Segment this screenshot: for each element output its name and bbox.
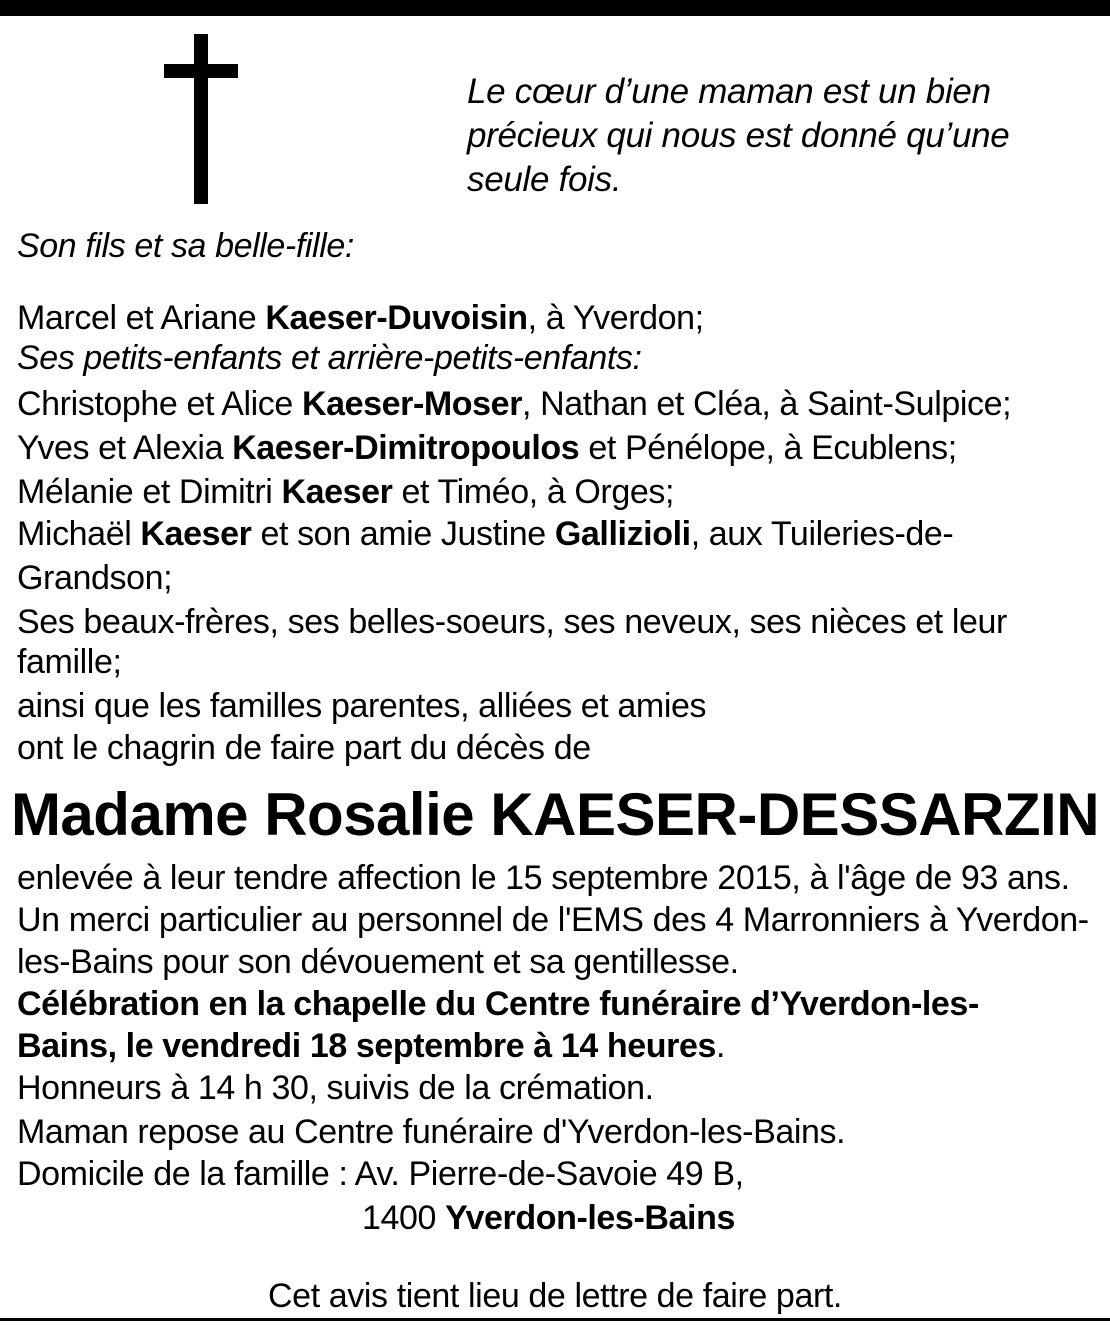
- rest-line: Maman repose au Centre funéraire d'Yverdon-les-Bains.: [17, 1113, 846, 1151]
- grandchildren-heading: Ses petits-enfants et arrière-petits-enfants:: [17, 339, 642, 377]
- bottom-border: [0, 1318, 1110, 1321]
- son-heading: Son fils et sa belle-fille:: [17, 227, 354, 265]
- deceased-name: Madame Rosalie KAESER-DESSARZIN: [10, 781, 1100, 848]
- thanks-line-1: Un merci particulier au personnel de l'EMS des 4 Marronniers à Yverdon-: [17, 901, 1089, 939]
- grandchild-line-3: Mélanie et Dimitri Kaeser et Timéo, à Orges;: [17, 473, 675, 511]
- ceremony-line-2: Bains, le vendredi 18 septembre à 14 heures.: [17, 1027, 726, 1065]
- extended-family-line-2: famille;: [17, 643, 122, 681]
- thanks-line-2: les-Bains pour son dévouement et sa gentillesse.: [17, 943, 739, 981]
- domicile-line: Domicile de la famille : Av. Pierre-de-Savoie 49 B,: [17, 1155, 744, 1193]
- grandchild-line-2: Yves et Alexia Kaeser-Dimitropoulos et Pénélope, à Ecublens;: [17, 429, 957, 467]
- extended-family-line-1: Ses beaux-frères, ses belles-soeurs, ses neveux, ses nièces et leur: [17, 603, 1007, 641]
- cross-icon: [164, 34, 238, 204]
- allies-line: ainsi que les familles parentes, alliées et amies: [17, 687, 707, 725]
- announcement-line: ont le chagrin de faire part du décès de: [17, 729, 591, 767]
- top-border: [0, 0, 1110, 16]
- epitaph-quote: Le cœur d’une maman est un bien précieux qui nous est donné qu’une seule fois.: [467, 72, 1010, 199]
- son-line: Marcel et Ariane Kaeser-Duvoisin, à Yverdon;: [17, 299, 704, 337]
- grandchild-line-4-cont: Grandson;: [17, 559, 173, 597]
- grandchild-line-1: Christophe et Alice Kaeser-Moser, Nathan et Cléa, à Saint-Sulpice;: [17, 385, 1012, 423]
- ceremony-line-1: Célébration en la chapelle du Centre funéraire d’Yverdon-les-: [17, 985, 979, 1023]
- honours-line: Honneurs à 14 h 30, suivis de la crémation.: [17, 1069, 654, 1107]
- domicile-city-line: 1400 Yverdon-les-Bains: [362, 1199, 735, 1237]
- death-line: enlevée à leur tendre affection le 15 septembre 2015, à l'âge de 93 ans.: [17, 859, 1070, 897]
- footer-note: Cet avis tient lieu de lettre de faire part.: [268, 1277, 842, 1315]
- grandchild-line-4: Michaël Kaeser et son amie Justine Gallizioli, aux Tuileries-de-: [17, 515, 954, 553]
